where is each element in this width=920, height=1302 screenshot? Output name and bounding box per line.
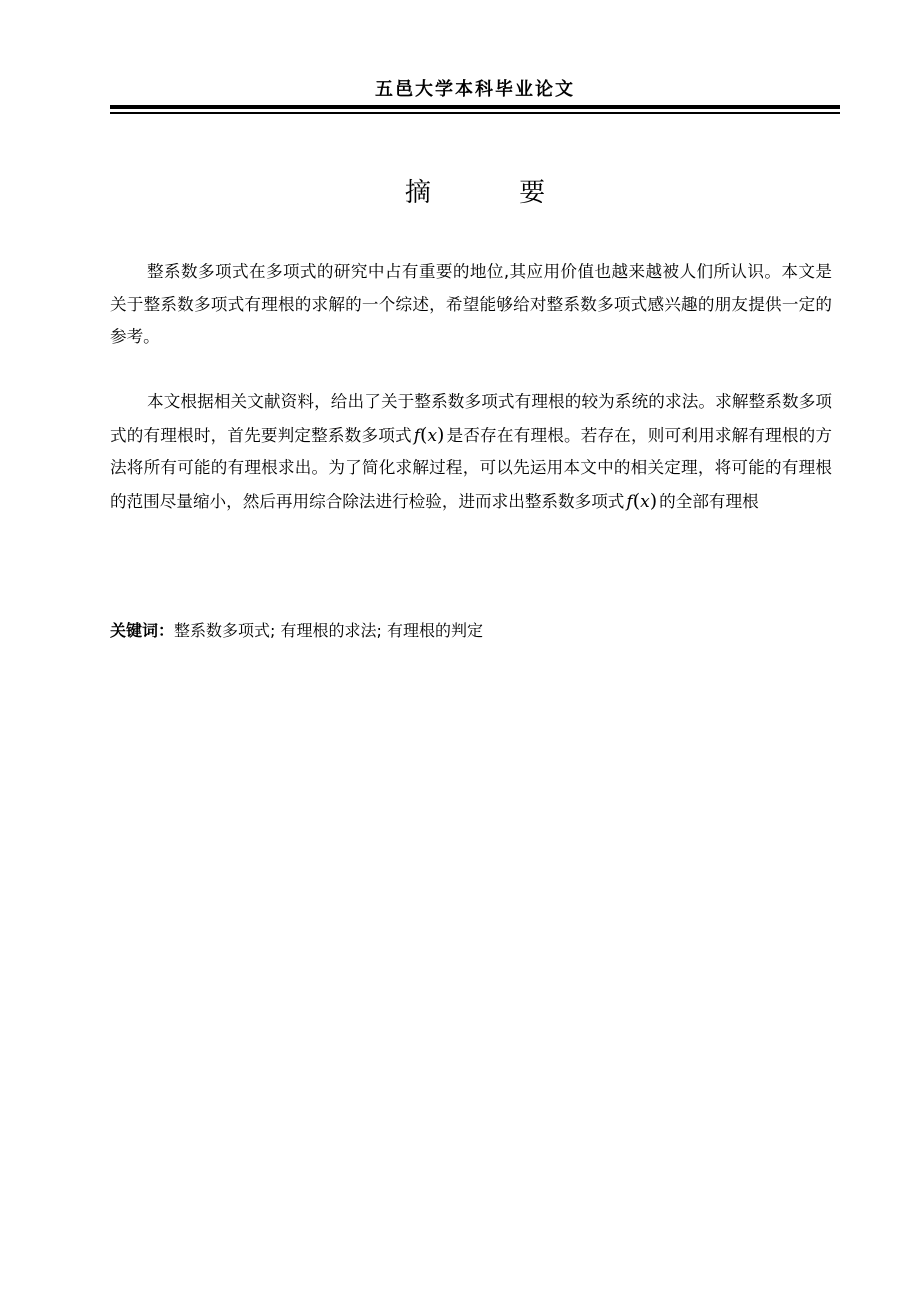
keywords-list: 整系数多项式; 有理根的求法; 有理根的判定: [174, 621, 483, 640]
keywords-label: 关键词：: [110, 621, 175, 640]
math-expression-f-of-x: [412, 423, 447, 446]
math-function-symbol: f: [626, 491, 633, 512]
math-expression-f-of-x: [624, 489, 659, 512]
paragraph-2-text-b: 是否存在有理根。若存在，则可利用求解有理根的方法将所有可能的有理根求出。为了简化求解过程，可以先运用本文中的相关定理，将可能的有理根的范围尽量缩小，然后再用综合除法进行检验，进而求出整系数多项式: [110, 425, 833, 511]
math-paren-close: ): [437, 423, 445, 446]
header-rule-thin: [110, 112, 840, 114]
keywords-line: [110, 618, 483, 641]
math-function-symbol: f: [413, 425, 421, 446]
abstract-paragraph-2: [110, 386, 832, 518]
abstract-heading: 摘 要: [404, 178, 586, 208]
paragraph-2-text-a: 本文根据相关文献资料，给出了关于整系数多项式有理根的较为系统的求法。求解整系数多项式的有理根时，首先要判定整系数多项式: [110, 392, 832, 445]
math-variable: x: [427, 425, 438, 446]
math-paren-open: (: [632, 489, 641, 512]
math-variable: x: [640, 491, 650, 512]
header-rule-thick: [110, 105, 840, 109]
paragraph-2-text-c: 的全部有理根: [659, 491, 759, 511]
math-paren-close: ): [649, 489, 658, 512]
math-paren-open: (: [420, 423, 428, 446]
abstract-paragraph-1: 整系数多项式在多项式的研究中占有重要的地位,其应用价值也越来越被人们所认识。本文是关于整系数多项式有理根的求解的一个综述，希望能够给对整系数多项式感兴趣的朋友提供一定的参考。: [110, 262, 832, 346]
running-header-title: 五邑大学本科毕业论文: [375, 79, 575, 100]
